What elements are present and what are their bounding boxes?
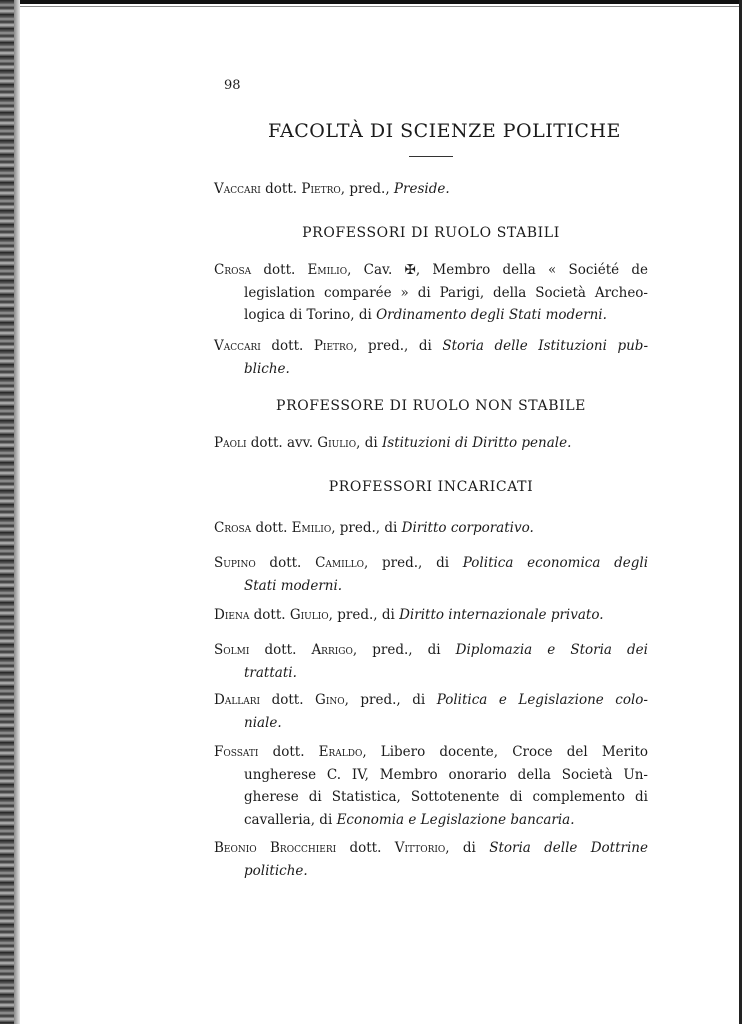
text: , pred., di [331, 520, 402, 536]
subject: Storia delle Istituzioni pub- [442, 338, 649, 354]
entry-diena [214, 604, 648, 627]
heading-ruolo-stabili: PROFESSORI DI RUOLO STABILI [302, 225, 560, 241]
page-title-text: FACOLTÀ DI SCIENZE POLITICHE [268, 120, 621, 142]
surname: Paoli [214, 435, 247, 451]
given-name: Pietro [301, 181, 341, 197]
subject: niale. [244, 714, 282, 731]
surname: Vaccari [214, 338, 261, 354]
surname: Dallari [214, 692, 261, 708]
subject: Stati moderni. [244, 577, 343, 594]
scan-binding-edge [0, 0, 14, 1024]
surname: Diena [214, 607, 250, 623]
given-name: Vittorio [394, 840, 446, 856]
given-name: Giulio [289, 607, 329, 623]
surname: Crosa [214, 262, 252, 278]
text: dott. [260, 181, 302, 197]
subject: Politica economica degli [462, 555, 649, 571]
text: dott. [255, 555, 316, 571]
entry-fossati [214, 741, 648, 831]
entry-solmi [214, 639, 648, 684]
surname: Crosa [214, 520, 252, 536]
scan-binding-shadow [14, 0, 20, 1024]
heading-ruolo-non-stabile: PROFESSORE DI RUOLO NON STABILE [276, 398, 586, 414]
subject: Ordinamento degli Stati moderni. [376, 307, 607, 323]
given-name: Eraldo [318, 744, 363, 760]
page-title [0, 120, 742, 142]
subject: Diplomazia e Storia dei [455, 642, 648, 658]
given-name: Emilio [307, 262, 348, 278]
text: dott. [249, 642, 312, 658]
subject: Economia e Legislazione bancaria. [336, 811, 575, 828]
page-number: 98 [224, 78, 241, 93]
given-name: Gino [315, 692, 345, 708]
subject: Diritto corporativo. [401, 520, 534, 536]
text: , Cav. ✠, Membro della « Société de [347, 262, 649, 278]
text: , pred., di [364, 555, 463, 571]
scan-top-edge-line [0, 6, 742, 7]
entry-paoli [214, 432, 648, 455]
subject: bliche. [244, 360, 290, 377]
text: dott. [249, 607, 290, 623]
title-rule [409, 156, 453, 157]
given-name: Giulio [317, 435, 357, 451]
scan-top-edge [0, 0, 742, 4]
text: , Libero docente, Croce del Merito [362, 744, 648, 760]
text: , pred., di [353, 338, 443, 354]
subject: trattati. [244, 664, 297, 681]
text: , di [356, 435, 382, 451]
subject: Istituzioni di Diritto penale. [381, 435, 572, 451]
text-line: ungherese C. IV, Membro onorario della Società Un- [244, 766, 648, 783]
surname: Fossati [214, 744, 259, 760]
given-name: Arrigo [311, 642, 353, 658]
text: dott. [260, 338, 314, 354]
text-line: gherese di Statistica, Sottotenente di complemento di [244, 789, 648, 805]
given-name: Pietro [313, 338, 354, 354]
text: logica di Torino, di [244, 307, 377, 323]
entry-supino [214, 552, 648, 597]
given-name: Camillo [315, 555, 365, 571]
entry-beonio-brocchieri [214, 837, 648, 882]
text: dott. [251, 520, 292, 536]
entry-crosa-incaricato [214, 517, 648, 540]
text: , pred., di [344, 692, 437, 708]
role: Preside. [393, 181, 450, 197]
text: dott. [260, 692, 316, 708]
text: cavalleria, di [244, 811, 337, 828]
subject: Diritto internazionale privato. [399, 607, 604, 623]
text: dott. [251, 262, 308, 278]
text: , pred., di [352, 642, 456, 658]
entry-dallari [214, 689, 648, 734]
given-name: Emilio [291, 520, 332, 536]
text: , di [445, 840, 490, 856]
surname: Beonio Brocchieri [214, 840, 337, 856]
subject: Storia delle Dottrine [489, 840, 648, 856]
text-line: legislation comparée » di Parigi, della Società Archeo- [244, 284, 648, 301]
surname: Supino [214, 555, 256, 571]
entry-crosa-stabile [214, 259, 648, 327]
subject: politiche. [244, 862, 308, 879]
subject: Politica e Legislazione colo- [436, 692, 648, 708]
text: dott. [258, 744, 319, 760]
surname: Vaccari [214, 181, 261, 197]
surname: Solmi [214, 642, 250, 658]
text: dott. [336, 840, 395, 856]
entry-preside [214, 178, 648, 201]
entry-vaccari-stabile [214, 335, 648, 380]
text: , pred., [340, 181, 394, 197]
heading-incaricati: PROFESSORI INCARICATI [328, 479, 534, 495]
text: , pred., di [328, 607, 400, 623]
text: dott. avv. [246, 435, 318, 451]
